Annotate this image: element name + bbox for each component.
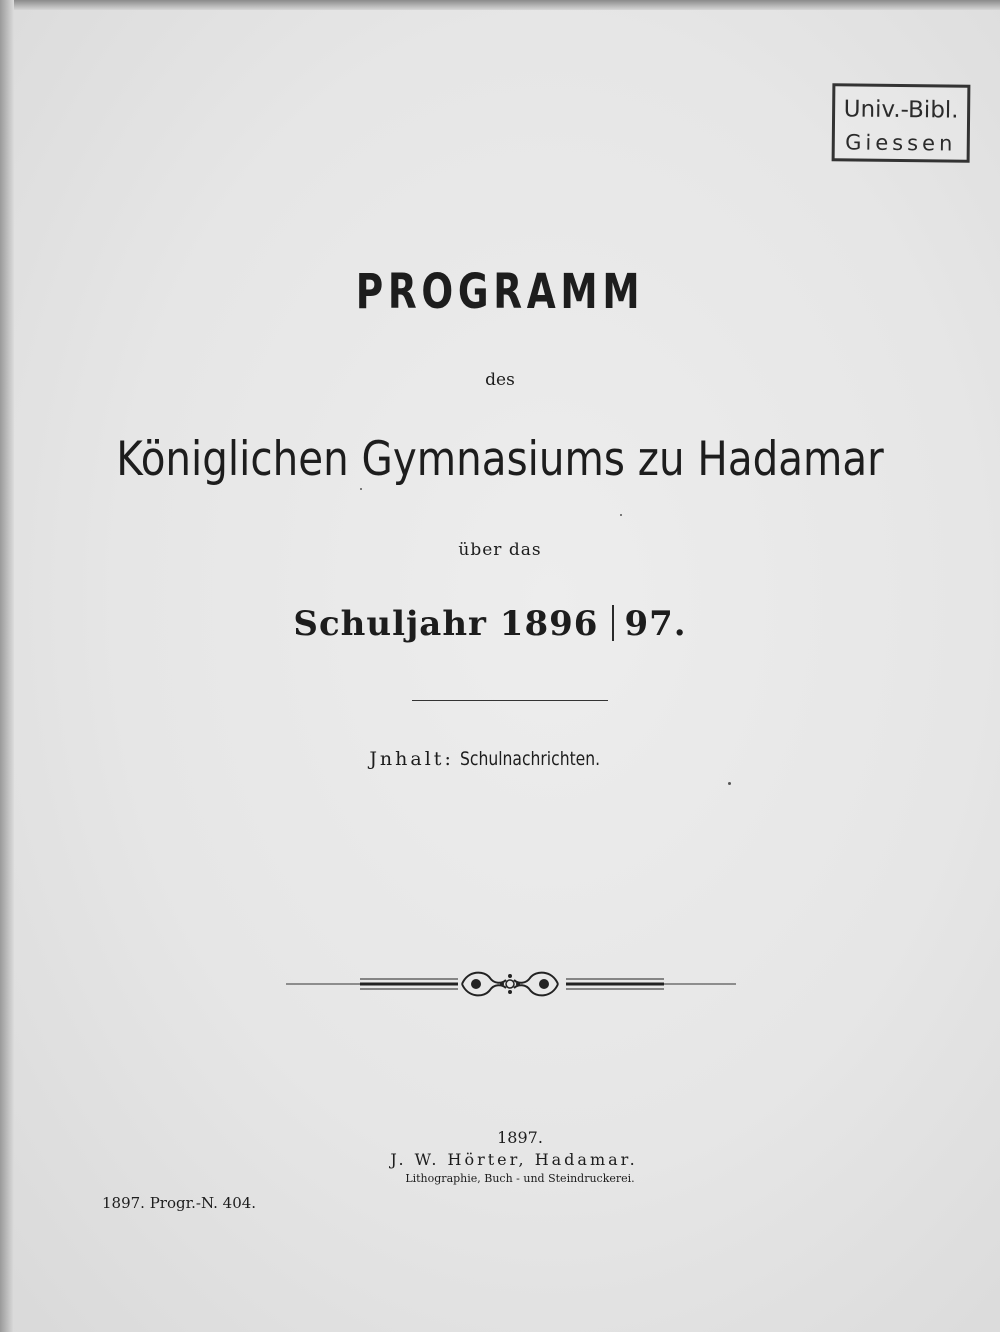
ornamental-divider: [280, 964, 740, 1004]
contents-line: [0, 748, 1000, 770]
school-year-label: Schuljahr 1896: [293, 604, 599, 644]
institution-name: Königlichen Gymnasiums zu Hadamar: [116, 432, 884, 487]
publication-year: 1897.: [497, 1128, 543, 1147]
document-title: PROGRAMM: [355, 264, 645, 320]
paper-speck: [728, 782, 731, 785]
library-stamp: [832, 83, 971, 162]
publisher-name: J. W. Hörter, Hadamar.: [390, 1150, 638, 1169]
year-separator: [612, 605, 614, 641]
page-edge-shadow-left: [0, 0, 14, 1332]
stamp-line-2: Giessen: [845, 130, 957, 156]
connector-des: des: [485, 370, 515, 390]
school-year-suffix: 97.: [624, 604, 687, 644]
paper-speck: [360, 488, 362, 490]
stamp-line-1: Univ.-Bibl.: [843, 96, 959, 124]
school-year: [0, 604, 990, 644]
divider-rule: [412, 700, 608, 701]
connector-ueber-das: über das: [458, 540, 542, 560]
contents-value: Schulnachrichten.: [459, 748, 600, 770]
paper-speck: [620, 514, 622, 516]
contents-label: Jnhalt:: [369, 748, 454, 770]
printer-description: Lithographie, Buch - und Steindruckerei.: [405, 1172, 635, 1185]
page-edge-shadow-top: [0, 0, 1000, 10]
program-number: 1897. Progr.-N. 404.: [102, 1194, 257, 1212]
